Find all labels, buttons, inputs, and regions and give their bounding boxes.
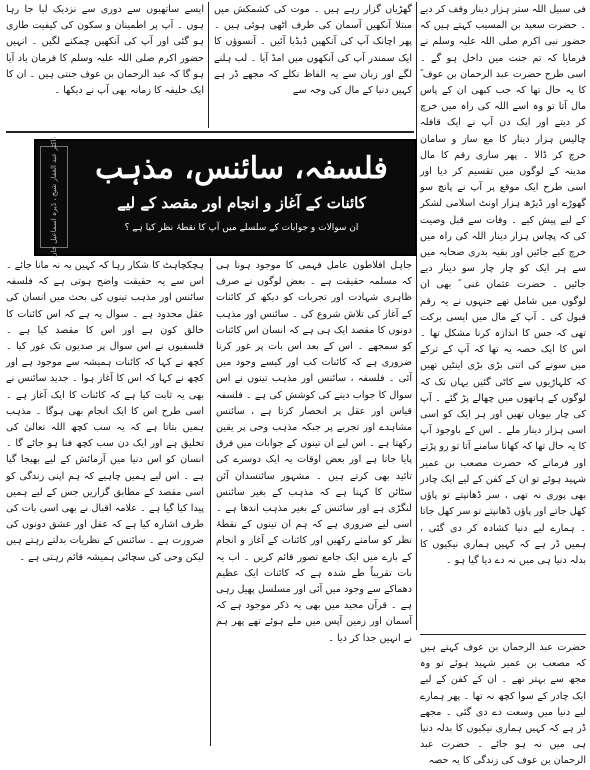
- section-divider: [6, 131, 414, 133]
- author-strip: ڈاکٹر عبد الغفار شیخ ، ڈیرہ اسماعیل خان: [40, 146, 68, 248]
- section-divider: [420, 634, 586, 635]
- article-top-middle: گھڑیاں گزار رہے ہیں ۔ موت کی کشمکش میں مبتلا آنکھیں آسمان کی طرف اٹھی ہوئی ہیں ۔ پھر اچانک آپ کی آنکھیں ڈبڈبا آئیں ۔ آنسوؤں کا ایک سمندر آپ کی آنکھوں میں امڈ آیا ۔ لب ہلنے لگے اور زبان سے یہ الفاظ نکلے کہ مجھے ڈر ہے کہیں دنیا کے مال کی وجہ سے: [214, 4, 412, 97]
- headline-title: فلسفہ، سائنس، مذہب: [95, 151, 388, 186]
- column-divider: [416, 2, 417, 630]
- headline-banner: [34, 136, 417, 258]
- column-divider: [210, 258, 211, 746]
- column-divider: [208, 2, 209, 128]
- article-body-right: جاہل افلاطون عامل فہمی کا موجود ہونا ہی کہ مسلمہ حقیقت ہے ۔ بعض لوگوں نے صرف ظاہری شہادت اور تجربات کو دیکھ کر کائنات کے آغاز کی تلاش شروع کی ۔ سائنس اور مذہب دونوں کا مقصد ایک ہی ہے کہ انسان اس کائنات کو سمجھے ۔ اس کے بعد اس بات پر غور کرنا ضروری ہے کہ کائنات کب اور کیسے وجود میں آئی ۔ فلسفہ ، سائنس اور مذہب تینوں نے اس سوال کا جواب دینے کی کوشش کی ہے ۔ فلسفہ قیاس اور عقل پر انحصار کرتا ہے ، سائنس مشاہدے اور تجربے پر جبکہ مذہب وحی پر یقین رکھتا ہے ۔ اس لیے ان تینوں کے جوابات میں فرق پایا جاتا ہے اور بعض اوقات یہ ایک دوسرے کی تائید بھی کرتے ہیں ۔ مشہور سائنسدان آئن سٹائن کا کہنا ہے کہ مذہب کے بغیر سائنس لنگڑی ہے اور سائنس کے بغیر مذہب اندھا ہے ۔ اسی لیے ضروری ہے کہ ہم ان تینوں کے نقطۂ نظر کو سامنے رکھیں اور کائنات کے آغاز و انجام کے بارے میں ایک جامع تصور قائم کریں ۔ اب یہ بات تقریباً طے شدہ ہے کہ کائنات ایک عظیم دھماکے سے وجود میں آئی اور مسلسل پھیل رہی ہے ۔ قرآن مجید میں بھی یہ ذکر موجود ہے کہ آسمان اور زمین آپس میں ملے ہوئے تھے پھر ہم نے انہیں جدا کر دیا ۔: [216, 260, 412, 644]
- article-top-right: فی سبیل اللہ ستر ہزار دینار وقف کر دیے ۔ حضرت سعید بن المسیب کہتے ہیں کہ حضور نبی اکرم صلی اللہ علیہ وسلم نے فرمایا کہ تم جنت میں داخل ہو گے ۔ اسی طرح حضرت عبد الرحمان بن عوف ؓ کا یہ حال تھا کہ جب کبھی ان کے پاس مال آتا تو وہ اسے اللہ کی راہ میں خرچ کر دیتے اور ایک دن آپ نے ایک قافلہ چالیس ہزار دینار کا مع ساز و سامان خرچ کر ڈالا ۔ پھر ساری رقم کا مال مدینہ کے لوگوں میں تقسیم کر دیا اور اسی طرح ایک موقع پر آپ نے پانچ سو گھوڑے اور ڈیڑھ ہزار اونٹ اسلامی لشکر کے لیے پیش کیے ۔ وفات سے قبل وصیت کی کہ پچاس ہزار دینار اللہ کی راہ میں خرچ کیے جائیں اور بقیہ بدری صحابہ میں سے ہر ایک کو چار چار سو دینار دیے جائیں ۔ حضرت عثمان غنی ؓ بھی ان لوگوں میں شامل تھے جنہوں نے یہ رقم قبول کی ۔ آپ کے مال میں ایسی برکت تھی کہ جس کا اندازہ کرنا مشکل تھا ۔ اس کا ایک حصہ یہ تھا کہ آپ کے ترکے میں سونے کی اتنی بڑی بڑی اینٹیں تھیں کہ کلہاڑیوں سے کاٹی گئیں یہاں تک کہ لوگوں کے ہاتھوں میں چھالے پڑ گئے ۔ آپ کی چار بیویاں تھیں اور ہر ایک کو اسی اسی ہزار دینار ملے ۔ اس کے باوجود آپ کا یہ حال تھا کہ کھانا سامنے آتا تو رو پڑتے اور فرماتے کہ حضرت مصعب بن عمیر شہید ہوئے تو ان کے کفن کے لیے ایک چادر بھی پوری نہ تھی ، سر ڈھانپتے تو پاؤں کھل جاتے اور پاؤں ڈھانپتے تو سر کھل جاتا ۔ ہمارے لیے دنیا کشادہ کر دی گئی ، ہمیں ڈر ہے کہ کہیں ہماری نیکیوں کا بدلہ دنیا ہی میں نہ دے دیا گیا ہو ۔: [420, 4, 586, 566]
- article-body-left: ہچکچاہٹ کا شکار رہا کہ کہیں یہ نہ مانا جائے ۔ اس سے یہ حقیقت واضح ہوتی ہے کہ فلسفہ سائنس اور مذہب تینوں کی بحث میں انسان کی عقل محدود ہے ۔ سوال یہ ہے کہ اس کائنات کا خالق کون ہے اور اس کا مقصد کیا ہے ۔ فلسفیوں نے اس سوال پر صدیوں تک غور کیا ۔ کچھ نے کہا کہ کائنات ہمیشہ سے موجود ہے اور کچھ نے کہا کہ اس کا آغاز ہوا ۔ جدید سائنس نے بھی یہ ثابت کیا ہے کہ کائنات کا ایک آغاز ہے ۔ اسی طرح اس کا ایک انجام بھی ہوگا ۔ مذہب ہمیں بتاتا ہے کہ یہ سب کچھ اللہ تعالیٰ کی تخلیق ہے اور ایک دن سب کچھ فنا ہو جائے گا ۔ انسان کو اس دنیا میں آزمائش کے لیے بھیجا گیا ہے ۔ اس لیے ہمیں چاہیے کہ ہم اپنی زندگی کو اسی مقصد کے مطابق گزاریں جس کے لیے ہمیں پیدا کیا گیا ہے ۔ علامہ اقبال نے بھی اسی بات کی طرف اشارہ کیا ہے کہ عقل اور عشق دونوں کی ضرورت ہے ۔ سائنس کے نظریات بدلتے رہتے ہیں لیکن وحی کی سچائی ہمیشہ قائم رہتی ہے ۔: [6, 260, 204, 563]
- headline-question: ان سوالات و جوابات کے سلسلے میں آپ کا نقطۂ نظر کیا ہے ؟: [124, 223, 359, 233]
- article-bottom-right: حضرت عبد الرحمان بن عوف کہتے ہیں کہ مصعب بن عمیر شہید ہوئے تو وہ مجھ سے بہتر تھے ۔ ان کے کفن کے لیے ایک چادر کے سوا کچھ نہ تھا ۔ پھر ہمارے لیے دنیا میں وسعت دے دی گئی ۔ مجھے ڈر ہے کہ کہیں ہماری نیکیوں کا بدلہ دنیا ہی میں نہ ہو جائے ۔ حضرت عبد الرحمان بن عوف کی زندگی کا یہ حصہ: [420, 642, 586, 767]
- headline-subtitle: کائنات کے آغاز و انجام اور مقصد کے لیے: [117, 194, 366, 212]
- article-top-left: ایسے ساتھیوں سے دوری سے نزدیک لیا جا رہا ہوں ۔ آپ پر اطمینان و سکون کی کیفیت طاری ہو گئی اور آپ کی آنکھیں چمکنے لگیں ۔ انہیں حضور اکرم صلی اللہ علیہ وسلم کا فرمان یاد آیا ہو گا کہ عبد الرحمان بن عوف جنتی ہیں ۔ ان کا ایک خلیفہ کا زمانہ بھی آپ نے دیکھا ۔: [6, 4, 204, 97]
